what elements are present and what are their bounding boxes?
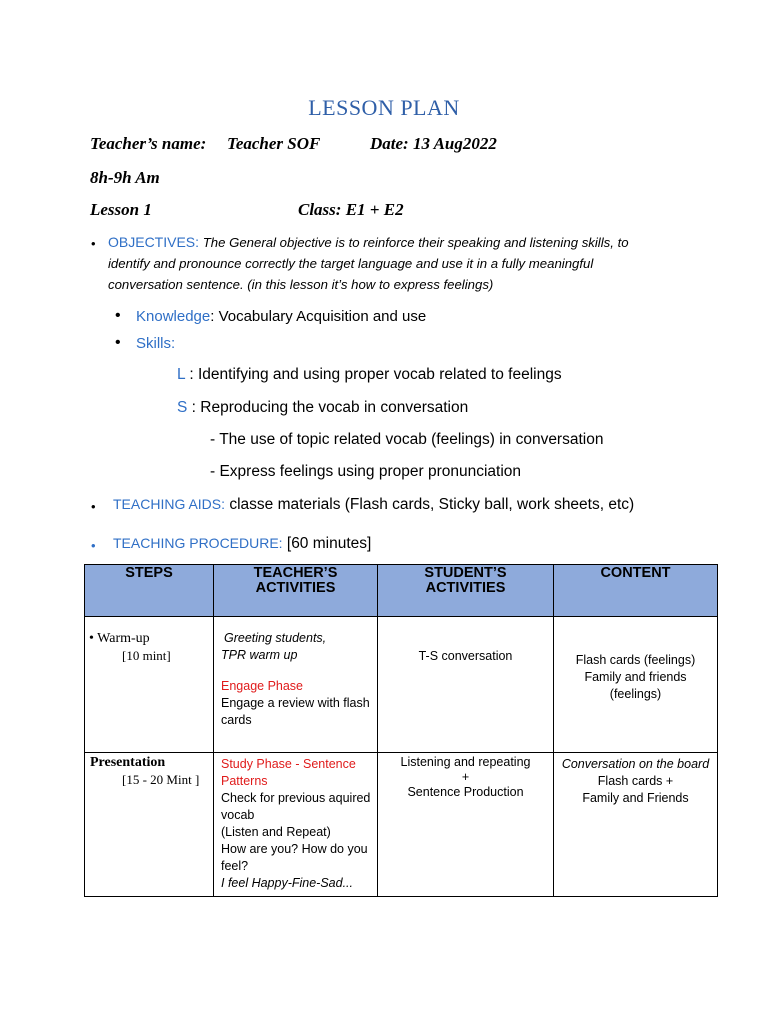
skill-speaking (177, 399, 468, 417)
knowledge-text: : Vocabulary Acquisition and use (210, 308, 427, 325)
skills-colon: : (171, 335, 176, 352)
skill-l-text: : Identifying and using proper vocab related to feelings (185, 366, 562, 383)
skill-listening (177, 366, 562, 384)
objectives-text-line2: identify and pronounce correctly the target language and use it in a fully meaningful (108, 256, 594, 271)
skills-label: Skills (136, 335, 172, 352)
table-header-row (85, 565, 718, 617)
lesson-plan-table (84, 564, 718, 897)
skill-sub-item-2: - Express feelings using proper pronunciation (210, 463, 522, 480)
teaching-aids-line (113, 496, 634, 514)
bullet-icon: • (115, 307, 121, 324)
teaching-aids-text: classe materials (Flash cards, Sticky ball, work sheets, etc) (225, 496, 635, 513)
header-content: CONTENT (554, 565, 718, 617)
step-cell (85, 753, 214, 897)
step-cell (85, 617, 214, 753)
lesson-class: Class: E1 + E2 (298, 200, 404, 219)
header-student-activities: STUDENT’S ACTIVITIES (378, 565, 554, 617)
teacher-name: Teacher SOF (227, 134, 321, 153)
skills-line (136, 335, 175, 352)
bullet-icon: • (91, 499, 96, 514)
bullet-icon: • (91, 538, 96, 553)
engage-phase-label: Engage Phase (221, 679, 304, 693)
teacher-activity-cell: Greeting students, TPR warm up Engage Phase Engage a review with flash cards (214, 617, 378, 753)
teaching-procedure-line (113, 535, 371, 553)
step-time: [15 - 20 Mint ] (122, 772, 200, 787)
teaching-procedure-label: TEACHING PROCEDURE: (113, 535, 283, 551)
table-row (85, 617, 718, 753)
lesson-number: Lesson 1 (90, 200, 152, 219)
step-name: Presentation (90, 755, 166, 770)
header-steps: STEPS (85, 565, 214, 617)
skill-s-label: S (177, 399, 188, 416)
teacher-label: Teacher’s name: (90, 134, 207, 153)
skill-l-label: L (177, 366, 186, 383)
objectives-text-line1: The General objective is to reinforce their speaking and listening skills, to (202, 235, 629, 250)
lesson-date: Date: 13 Aug2022 (370, 134, 497, 153)
teacher-activity-cell: Study Phase - Sentence Patterns Check for previous aquired vocab (Listen and Repeat) How are you? How do you feel? I feel Happy-Fine-Sad... (214, 753, 378, 897)
header-teacher-activities: TEACHER’S ACTIVITIES (214, 565, 378, 617)
teaching-procedure-text: [60 minutes] (282, 535, 372, 552)
page-title: LESSON PLAN (308, 95, 460, 120)
objectives-text-line3: conversation sentence. (in this lesson it’s how to express feelings) (108, 277, 494, 292)
student-activity-cell: T-S conversation (378, 617, 554, 753)
lesson-time: 8h-9h Am (90, 168, 160, 187)
study-phase-label: Study Phase - Sentence Patterns (221, 757, 356, 788)
knowledge-label: Knowledge (136, 308, 211, 325)
bullet-icon: • (115, 334, 121, 351)
student-activity-cell: Listening and repeating + Sentence Production (378, 753, 554, 897)
content-cell: Conversation on the board Flash cards + Family and Friends (554, 753, 718, 897)
teaching-aids-label: TEACHING AIDS: (113, 496, 226, 512)
objectives-label: OBJECTIVES: (108, 234, 200, 250)
step-name: • Warm-up (89, 631, 150, 646)
skill-sub-item-1: - The use of topic related vocab (feelings) in conversation (210, 431, 604, 448)
content-cell: Flash cards (feelings) Family and friends (feelings) (554, 617, 718, 753)
step-time: [10 mint] (122, 648, 171, 663)
objectives-block (108, 232, 728, 295)
knowledge-line (136, 308, 426, 325)
skill-s-text: : Reproducing the vocab in conversation (187, 399, 469, 416)
table-row (85, 753, 718, 897)
bullet-icon: • (91, 236, 96, 251)
